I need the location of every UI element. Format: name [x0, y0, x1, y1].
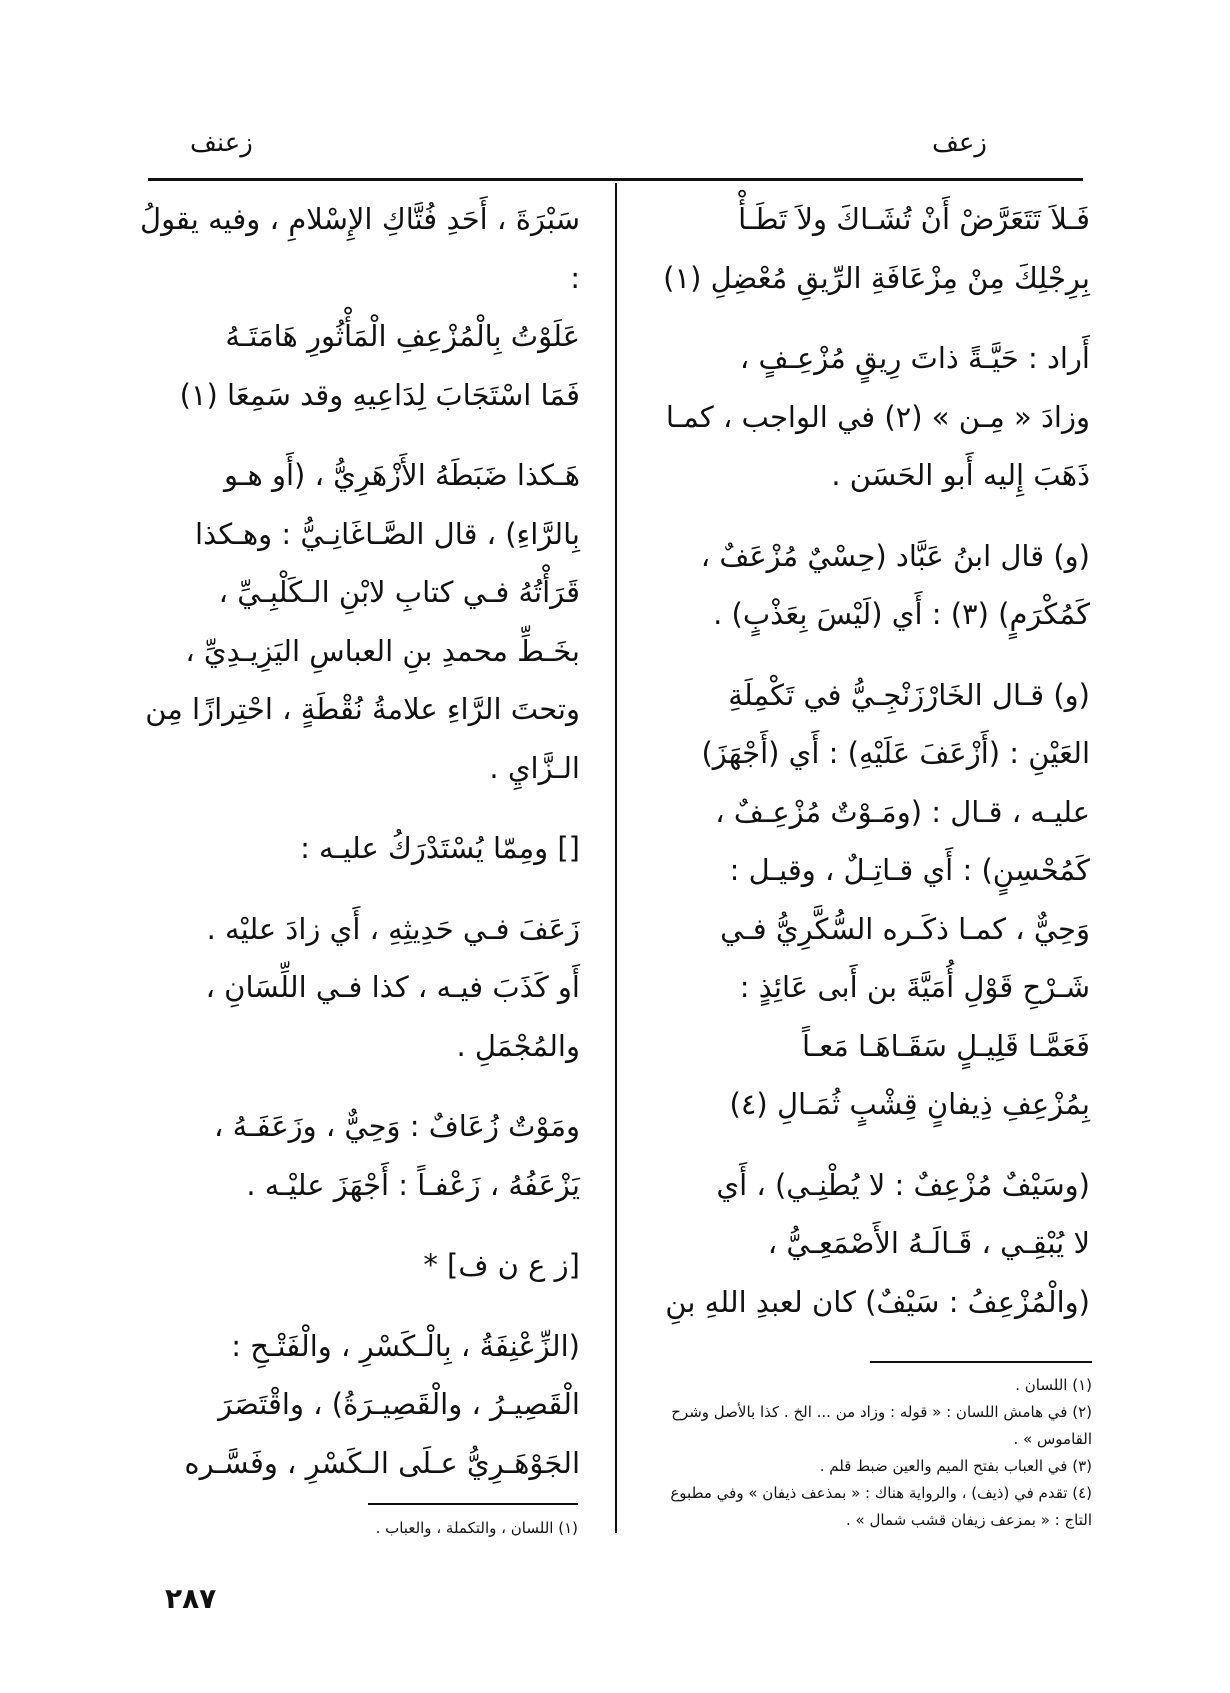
text-line: (و) قال ابنُ عَبَّاد (حِسْيٌ مُزْعَفٌ ، — [700, 538, 1090, 573]
text-line: بِمُزْعِفِ ذِيفانٍ قِشْبٍ ثُمَـالِ (٤) — [729, 1087, 1090, 1121]
text-line: [] ومِمّا يُسْتَدْرَكُ عليـه : — [300, 831, 580, 865]
text-line: ومَوْتٌ زُعَافٌ : وَحِيٌّ ، وزَعَفَـهُ ، — [214, 1109, 580, 1143]
footnote: (١) اللسان ، والتكملة ، والعباب . — [375, 1519, 578, 1537]
running-head-left: زعنف — [190, 128, 253, 158]
text-line: الـزَّايِ . — [489, 750, 580, 785]
text-line: [ز ع ن ف] * — [423, 1248, 580, 1282]
footnote: (١) اللسان . — [1015, 1376, 1092, 1394]
footnote-rule-left — [368, 1503, 578, 1505]
footnote-rule-right — [870, 1361, 1092, 1363]
text-line: (وسَيْفٌ مُزْعِفٌ : لا يُطْنِـي) ، أَي — [716, 1167, 1090, 1202]
page-number: ٢٨٧ — [165, 1582, 217, 1615]
text-line: أَراد : حَيَّـةً ذاتَ رِيقٍ مُزْعِـفٍ ، — [739, 341, 1090, 375]
text-line: الْقَصِيـرُ ، والْقَصِيـرَةُ) ، واقْتَصَرَ — [218, 1387, 580, 1421]
text-line: بِالرَّاءِ) ، قال الصَّـاغَانِـيُّ : وهـكذا — [195, 516, 580, 551]
text-line: فَمَا اسْتَجَابَ لِدَاعِيهِ وقد سَمِعَا (١) — [179, 377, 580, 412]
text-line: أَو كَذَبَ فيـه ، كذا فـي اللِّسَانِ ، — [205, 970, 580, 1004]
footnotes-left — [160, 1515, 578, 1542]
left-column — [140, 190, 580, 1492]
paragraph-gap — [140, 1214, 580, 1236]
text-line: وزادَ « مِـن » (٢) في الواجب ، كمـا — [665, 399, 1090, 434]
running-head-right: زعف — [932, 128, 987, 158]
paragraph-gap — [655, 505, 1090, 527]
text-line: (و) قـال الخَارْزَنْجِـيُّ في تَكْمِلَةِ — [728, 677, 1090, 712]
text-line: الجَوْهَـرِيُّ عـلَى الـكَسْرِ ، وفَسَّـره — [184, 1445, 580, 1480]
text-line: فَـلاَ تَتَعَرَّضْ أَنْ تُشَـاكَ ولاَ تَطَـأْ — [738, 202, 1090, 236]
paragraph-gap — [140, 1075, 580, 1097]
paragraph-gap — [140, 1295, 580, 1317]
header-rule — [148, 178, 1083, 181]
text-line: ذَهَبَ إِليه أَبو الحَسَن . — [831, 458, 1090, 492]
footnote: (٣) في العباب بفتح الميم والعين ضبط قلم . — [819, 1457, 1092, 1475]
text-line: شَـرْحِ قَوْلِ أُمَيَّةَ بن أَبى عَائِذٍ : — [739, 970, 1090, 1004]
text-line: العَيْنِ : (أَزْعَفَ عَلَيْهِ) : أَي (أَجْهَزَ) — [701, 736, 1090, 770]
right-column — [655, 190, 1090, 1331]
text-line: عليـه ، قـال : (ومَـوْتٌ مُزْعِـفٌ ، — [715, 794, 1090, 829]
text-line: عَلَوْتُ بِالْمُزْعِفِ الْمَأْثُورِ هَامَتَـهُ — [225, 319, 580, 353]
text-line: قَرَأْتُهُ فـي كتابِ لابْنِ الـكَلْبِـيِّ ، — [218, 575, 580, 609]
column-divider — [615, 183, 617, 1533]
text-line: بخَـطِّ محمدِ بنِ العباسِ اليَزِيـدِيِّ ، — [185, 633, 580, 668]
text-line: وتحتَ الرَّاءِ علامةُ نُقْطَةٍ ، احْتِرازًا مِن — [145, 692, 580, 726]
paragraph-gap — [655, 644, 1090, 666]
paragraph-gap — [140, 878, 580, 900]
text-line: زَعَفَ فـي حَدِيثِهِ ، أَي زادَ عليْه . — [206, 911, 580, 946]
footnote: (٢) في هامش اللسان : « قوله : وزاد من ... الخ . كذا بالأصل وشرح القاموس » . — [671, 1403, 1092, 1448]
footnote: (٤) تقدم في (ذيف) ، والرواية هناك : « بمذعف ذيفان » وفي مطبوع التاج : « بمزعف زيفان قشب شمال » . — [670, 1484, 1092, 1529]
text-line: فَعَمَّـا قَلِيـلٍ سَقَـاهَـا مَعـاً — [801, 1028, 1090, 1063]
text-line: بِرِجْلِكَ مِنْ مِزْعَافَةِ الرِّيقِ مُعْضِلِ (١) — [663, 260, 1090, 295]
text-line: (الزِّعْنِفَةُ ، بِالْـكَسْرِ ، والْفَتْـحِ : — [231, 1328, 580, 1363]
text-line: كَمُحْسِنٍ) : أَي قـاتِـلٌ ، وقيـل : — [729, 853, 1090, 887]
text-line: هَـكذا ضَبَطَهُ الأَزْهَرِيُّ ، (أَو هـو — [224, 458, 580, 492]
paragraph-gap — [655, 307, 1090, 329]
text-line: سَبْرَةَ ، أَحَدِ فُتَّاكِ الإِسْلامِ ، وفيه يقولُ : — [140, 202, 580, 295]
text-line: كَمُكْرَمٍ) (٣) : أَي (لَيْسَ بِعَذْبٍ) . — [713, 597, 1090, 631]
text-line: والمُجْمَلِ . — [456, 1028, 580, 1063]
text-line: (والْمُزْعِفُ : سَيْفٌ) كان لعبدِ اللهِ بنِ — [665, 1284, 1090, 1319]
text-line: لا يُبْقِـي ، قَـالَـهُ الأَصْمَعِـيُّ ، — [767, 1226, 1090, 1260]
footnotes-right — [655, 1372, 1092, 1534]
text-line: يَزْعَفُهُ ، زَعْفـاً : أَجْهَزَ عليْـه . — [246, 1167, 580, 1202]
paragraph-gap — [655, 1134, 1090, 1156]
paragraph-gap — [140, 424, 580, 446]
paragraph-gap — [140, 797, 580, 819]
text-line: وَحِيٌّ ، كمـا ذكَـره السُّكَّرِيُّ فـي — [720, 911, 1090, 946]
